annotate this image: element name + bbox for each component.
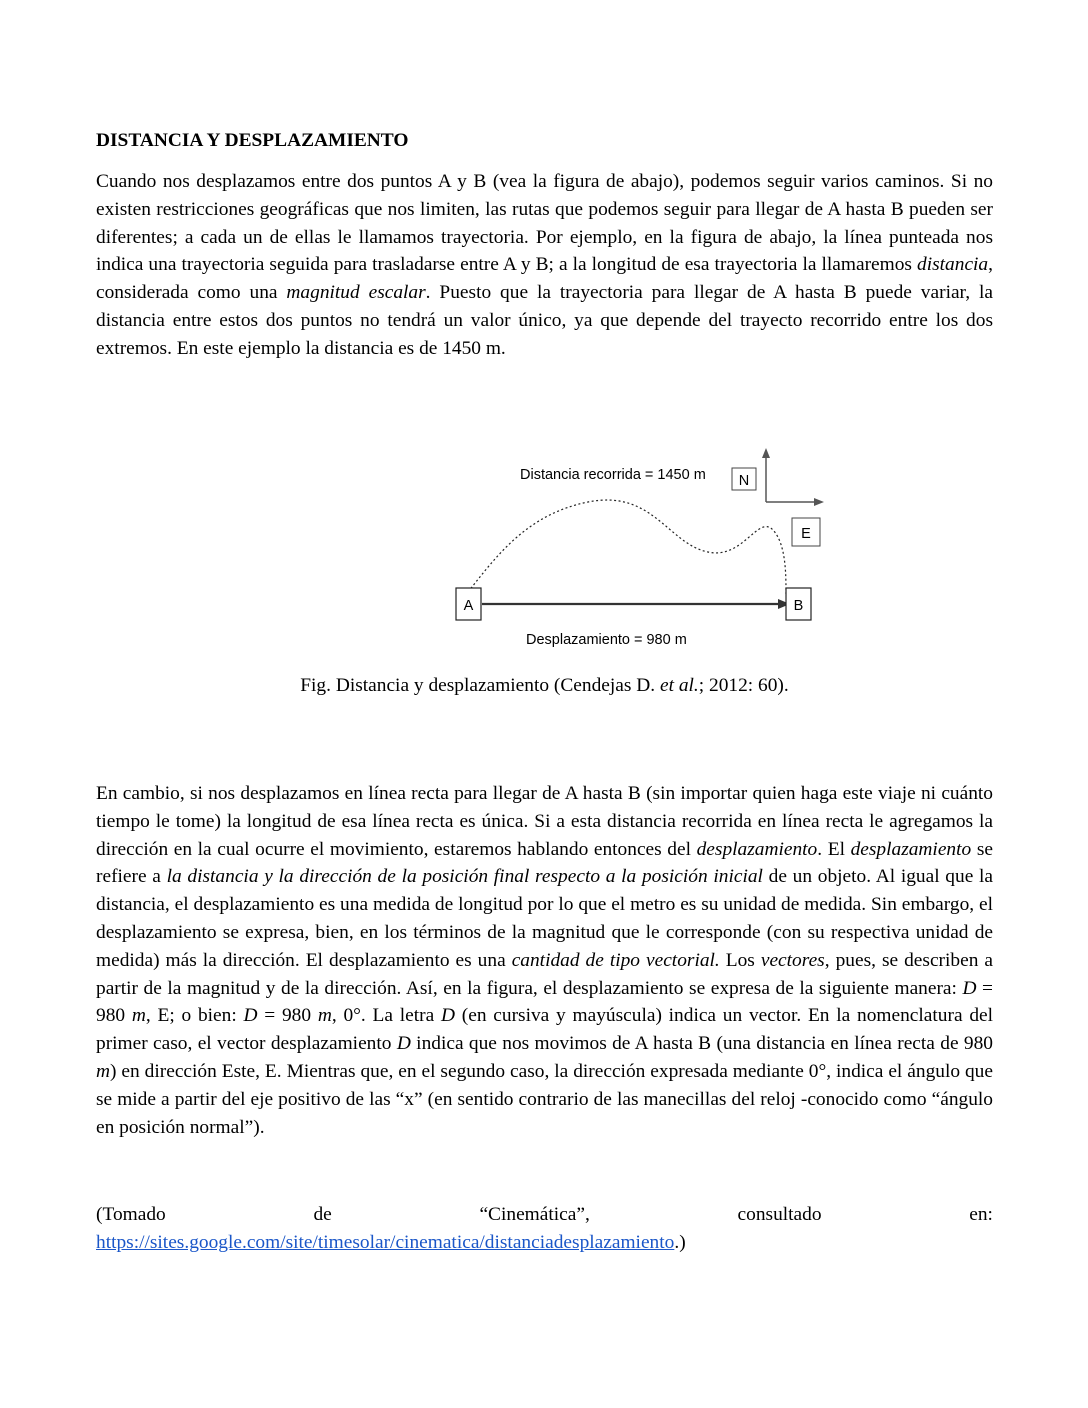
citation-word: en: xyxy=(969,1204,993,1225)
text-run: = 980 xyxy=(257,1005,318,1027)
text-run: Fig. Distancia y desplazamiento (Cendejas D. xyxy=(300,675,660,696)
text-run: , considerada como una xyxy=(96,254,993,304)
text-run: ; 2012: 60). xyxy=(698,675,789,696)
italic-term: D xyxy=(962,977,977,999)
text-run: , 0°. La letra xyxy=(331,1005,441,1027)
text-run: indica que nos movimos de A hasta B (una distancia en línea recta de 980 xyxy=(410,1033,993,1055)
text-run: Los xyxy=(719,949,761,971)
italic-term: m xyxy=(96,1060,111,1082)
italic-term: magnitud escalar xyxy=(286,282,426,304)
north-label: N xyxy=(738,473,750,489)
italic-term: vectores xyxy=(760,949,825,971)
east-label: E xyxy=(801,526,811,542)
displacement-label: Desplazamiento = 980 m xyxy=(526,632,687,648)
distance-label: Distancia recorrida = 1450 m xyxy=(520,467,706,483)
text-run: , E; o bien: xyxy=(145,1005,244,1027)
text-run: = 980 xyxy=(96,977,993,1027)
text-run: (en cursiva y mayúscula) indica un vector. En la nomenclatura del primer caso, el vector desplazamiento xyxy=(96,1005,994,1055)
text-run: Cuando nos desplazamos entre dos puntos A y B (vea la figura de abajo), podemos seguir varios caminos. Si no existen restricciones geográficas que nos limiten, las rutas que podemos seguir para llegar de A hasta B pueden ser diferentes; a cada un de ellas le llamamos trayectoria. Por ejemplo, en la figura de abajo, la línea punteada nos indica una trayectoria seguida para trasladarse entre A y B; a la longitud de esa trayectoria la llamaremos xyxy=(96,171,993,276)
italic-term: la distancia y la dirección de la posición final respecto a la posición inicial xyxy=(166,866,763,888)
figure-caption xyxy=(96,672,993,700)
text-run: . Puesto que la trayectoria para llegar de A hasta B puede variar, la distancia entre estos dos puntos no tendrá un valor único, ya que depende del trayecto recorrido entre los dos extremos. En este ejemplo la distancia es de 1450 m. xyxy=(96,282,993,359)
italic-term: D xyxy=(243,1005,258,1027)
distance-displacement-figure xyxy=(438,444,838,654)
north-arrowhead xyxy=(762,448,770,458)
source-link[interactable]: https://sites.google.com/site/timesolar/cinematica/distanciadesplazamiento xyxy=(96,1231,675,1253)
source-citation xyxy=(96,1201,993,1257)
citation-word: consultado xyxy=(737,1204,822,1225)
text-run: . El xyxy=(817,838,851,860)
italic-term: cantidad de tipo vectorial. xyxy=(511,949,720,971)
italic-term: desplazamiento xyxy=(850,838,972,860)
page-title: DISTANCIA Y DESPLAZAMIENTO xyxy=(96,130,409,151)
point-b-label: B xyxy=(793,598,804,614)
text-run: se refiere a xyxy=(96,838,993,888)
paragraph-distance xyxy=(96,168,993,363)
citation-word: de xyxy=(313,1204,332,1225)
point-a-label: A xyxy=(463,598,474,614)
italic-term: desplazamiento xyxy=(696,838,818,860)
italic-term: m xyxy=(317,1005,332,1027)
italic-term: m xyxy=(131,1005,146,1027)
text-run: de un objeto. Al igual que la distancia, el desplazamiento es una medida de longitud por lo que el metro es su unidad de medida. Sin embargo, el desplazamiento se expresa, bien, en los términos de la magnitud que le corresponde (con su respectiva unidad de medida) más la dirección. El desplazamiento es una xyxy=(96,866,994,971)
east-arrowhead xyxy=(814,498,824,506)
text-run: ) en dirección Este, E. Mientras que, en el segundo caso, la dirección expresada mediante 0°, indica el ángulo que se mide a partir del eje positivo de las “x” (en sentido contrario de las manecillas del reloj -conocido como “ángulo en posición normal”). xyxy=(96,1060,993,1138)
italic-term: distancia xyxy=(917,254,989,276)
italic-term: D xyxy=(440,1005,455,1027)
citation-word: “Cinemática”, xyxy=(479,1204,590,1225)
citation-tail: .) xyxy=(674,1231,686,1253)
italic-term: D xyxy=(396,1033,411,1055)
text-run: En cambio, si nos desplazamos en línea recta para llegar de A hasta B (sin importar quien haga este viaje ni cuánto tiempo le tome) la longitud de esa línea recta es única. Si a esta distancia recorrida en línea recta le agregamos la dirección en la cual ocurre el movimiento, estaremos hablando entonces del xyxy=(96,783,993,860)
italic-term: et al. xyxy=(659,675,699,696)
citation-word: (Tomado xyxy=(96,1204,166,1225)
text-run: , pues, se describen a partir de la magnitud y de la dirección. Así, en la figura, el desplazamiento se expresa de la siguiente manera: xyxy=(96,949,993,999)
dotted-trajectory xyxy=(468,500,786,594)
paragraph-displacement xyxy=(96,780,993,1141)
